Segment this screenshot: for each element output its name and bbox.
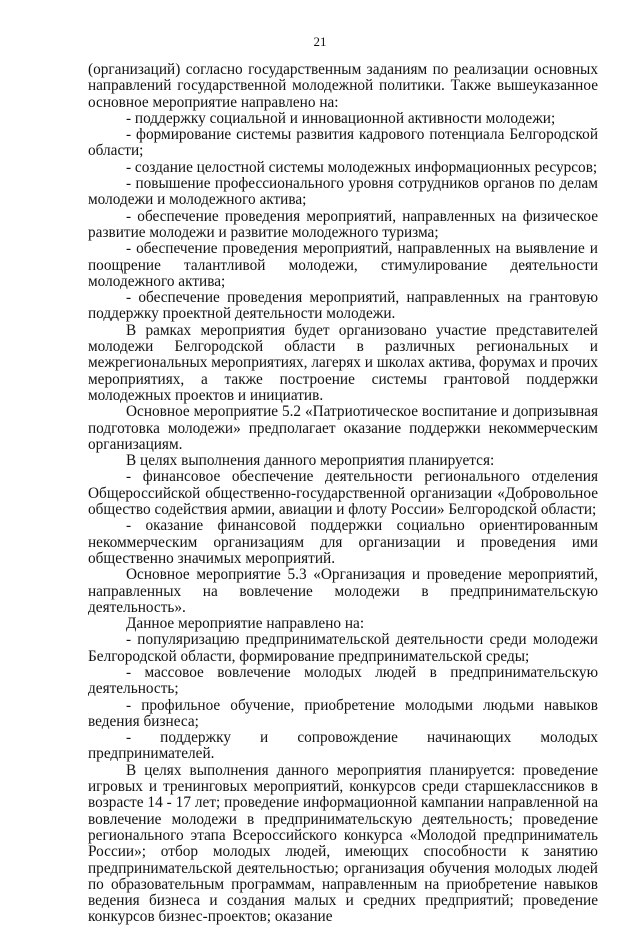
- list-item: - финансовое обеспечение деятельности регионального отделения Общероссийской общественно-государственной организации «Добровольное общество содействия армии, авиации и флоту России» Белгородской области;: [88, 468, 598, 519]
- list-item: - обеспечение проведения мероприятий, направленных на физическое развитие молодежи и развитие молодежного туризма;: [88, 207, 598, 241]
- list-item: - обеспечение проведения мероприятий, направленных на выявление и поощрение талантливой молодежи, стимулирование деятельности молодежного актива;: [88, 240, 598, 290]
- list-item: - формирование системы развития кадрового потенциала Белгородской области;: [88, 126, 598, 160]
- list-item: - обеспечение проведения мероприятий, направленных на грантовую поддержку проектной деятельности молодежи.: [88, 289, 598, 323]
- paragraph: Основное мероприятие 5.2 «Патриотическое воспитание и допризывная подготовка молодежи» предполагает оказание поддержки некоммерческим организациям.: [88, 403, 598, 453]
- list-item: - повышение профессионального уровня сотрудников органов по делам молодежи и молодежного актива;: [88, 175, 598, 209]
- paragraph: В целях выполнения данного мероприятия планируется: проведение игровых и тренинговых мероприятий, конкурсов среди старшеклассников в возрасте 14 - 17 лет; проведение информационной кампании направленной на вовлечение молодежи в предпринимательскую деятельность; проведение регионального этапа Всероссийского конкурса «Молодой предприниматель России»; отбор молодых людей, имеющих способности к занятию предпринимательской деятельностью; организация обучения молодых людей по образовательным программам, направленным на приобретение навыков ведения бизнеса и создания малых и средних предприятий; проведение конкурсов бизнес-проектов; оказание: [88, 761, 598, 926]
- body-text: [88, 62, 598, 926]
- list-item: - поддержку социальной и инновационной активности молодежи;: [126, 109, 556, 127]
- list-item: - массовое вовлечение молодых людей в предпринимательскую деятельность;: [88, 663, 598, 698]
- paragraph: В целях выполнения данного мероприятия планируется:: [126, 452, 495, 470]
- list-item: - оказание финансовой поддержки социально ориентированным некоммерческим организациям для организации и проведения ими общественно значимых мероприятий.: [88, 517, 598, 567]
- paragraph: Данное мероприятие направлено на:: [126, 615, 365, 633]
- list-item: - создание целостной системы молодежных информационных ресурсов;: [126, 158, 598, 176]
- paragraph: Основное мероприятие 5.3 «Организация и проведение мероприятий, направленных на вовлечение молодежи в предпринимательскую деятельность».: [88, 566, 598, 616]
- paragraph: В рамках мероприятия будет организовано участие представителей молодежи Белгородской области в различных региональных и межрегиональных мероприятиях, лагерях и школах актива, форумах и прочих мероприятиях, а также построение системы грантовой поддержки молодежных проектов и инициатив.: [88, 321, 598, 404]
- page-number: 21: [313, 34, 327, 49]
- list-item: - поддержку и сопровождение начинающих молодых предпринимателей.: [88, 729, 598, 763]
- list-item: - профильное обучение, приобретение молодыми людьми навыков ведения бизнеса;: [88, 696, 598, 730]
- paragraph: (организаций) согласно государственным заданиям по реализации основных направлений государственной молодежной политики. Также вышеуказанное основное мероприятие направлено на:: [88, 61, 598, 111]
- list-item: - популяризацию предпринимательской деятельности среди молодежи Белгородской области, формирование предпринимательской среды;: [88, 631, 598, 665]
